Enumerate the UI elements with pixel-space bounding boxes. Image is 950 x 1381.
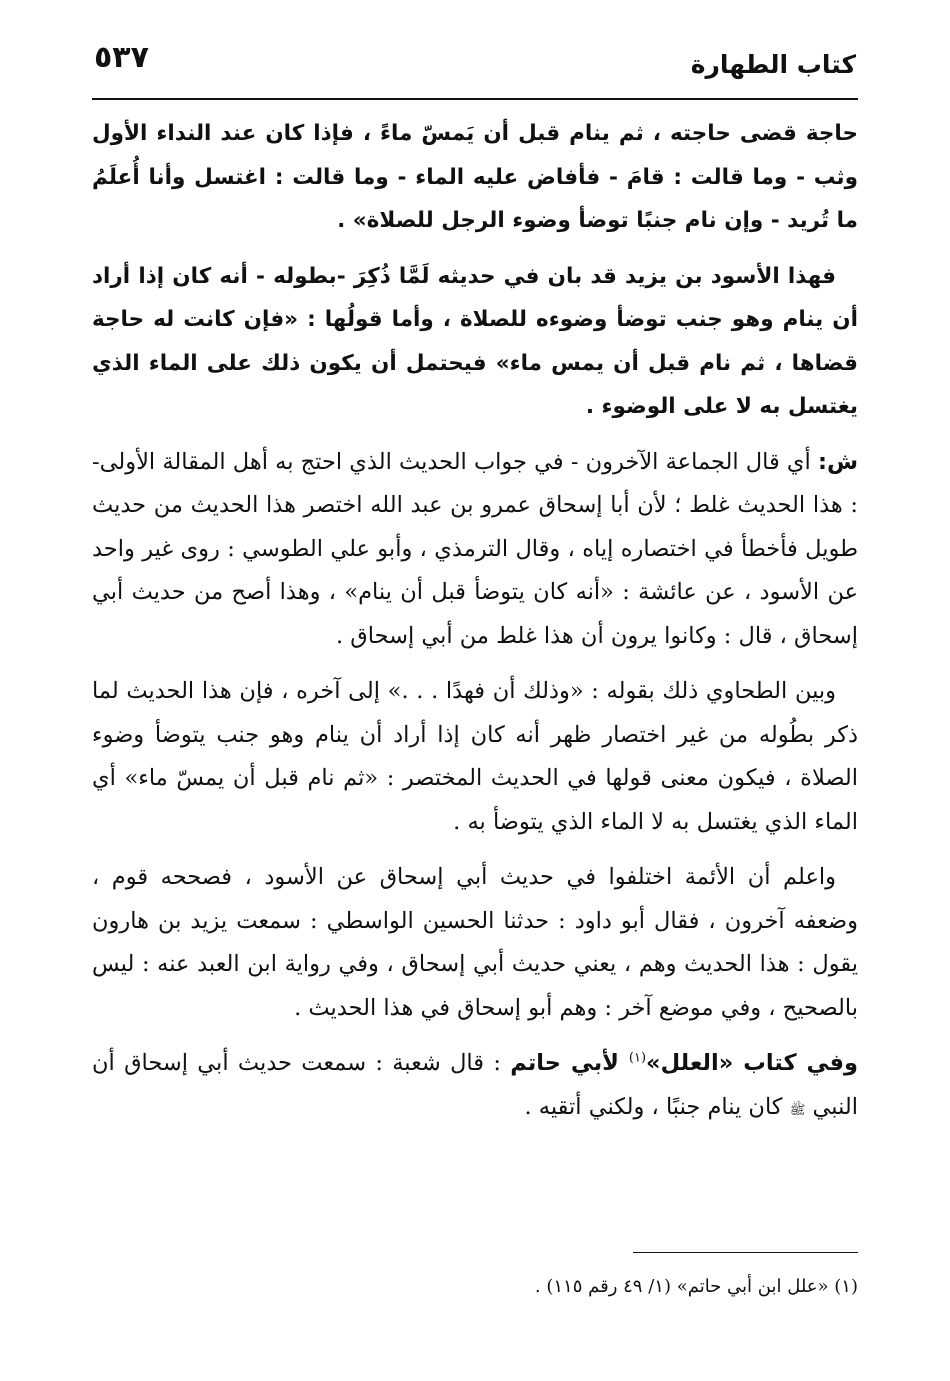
- commentary-lead: ش:: [817, 448, 858, 475]
- page-body: [92, 112, 858, 1144]
- honorific-glyph: ﷺ: [789, 1102, 806, 1118]
- commentary-text: وبين الطحاوي ذلك بقوله : «وذلك أن فهدًا . . .» إلى آخره ، فإن هذا الحديث لما ذكر بطُوله من غير اختصار ظهر أنه كان إذا أراد أن ينام وهو جنب يتوضأ وضوء الصلاة ، فيكون معنى قولها في الحديث المختصر : «ثم نام قبل أن يمسّ ماء» أي الماء الذي يغتسل به لا الماء الذي يتوضأ به .: [92, 678, 858, 835]
- footnote-marker: (١): [628, 1050, 647, 1066]
- hadith-explanation: [92, 255, 858, 429]
- hadith-explanation-text: فهذا الأسود بن يزيد قد بان في حديثه لَمَّا ذُكِرَ -بطوله - أنه كان إذا أراد أن ينام وهو جنب توضأ وضوءه للصلاة ، وأما قولُها : «فإن كانت له حاجة قضاها ، ثم نام قبل أن يمس ماء» فيحتمل أن يكون ذلك على الماء الذي يغتسل به لا على الوضوء .: [92, 263, 858, 419]
- hadith-text-end: حاجة قضى حاجته ، ثم ينام قبل أن يَمسّ ماءً ، فإذا كان عند النداء الأول وثب - وما قالت : قامَ - فأفاض عليه الماء - وما قالت : اغتسل وأنا أُعلَمُ ما تُريد - وإن نام جنبًا توضأ وضوء الرجل للصلاة» .: [92, 121, 858, 233]
- footnote-separator: [633, 1252, 858, 1253]
- commentary-paragraph: [92, 670, 858, 844]
- commentary-text: واعلم أن الأئمة اختلفوا في حديث أبي إسحاق عن الأسود ، فصححه قوم ، وضعفه آخرون ، فقال أبو داود : حدثنا الحسين الواسطي : سمعت يزيد بن هارون يقول : هذا الحديث وهم ، يعني حديث أبي إسحاق ، وفي رواية ابن العبد عنه : ليس بالصحيح ، وفي موضع آخر : وهم أبو إسحاق في هذا الحديث .: [92, 864, 858, 1021]
- commentary-text-end: كان ينام جنبًا ، ولكني أتقيه .: [524, 1093, 790, 1120]
- commentary-text: : قال شعبة : سمعت حديث أبي إسحاق أن النبي: [92, 1050, 858, 1120]
- footnote: (١) «علل ابن أبي حاتم» (١/ ٤٩ رقم ١١٥) .: [534, 1276, 858, 1297]
- page-header: [92, 38, 858, 100]
- commentary-paragraph: [92, 1042, 858, 1132]
- book-citation: وفي كتاب «العلل»: [646, 1050, 858, 1076]
- book-author: لأبي حاتم: [510, 1050, 629, 1076]
- running-head: كتاب الطهارة: [690, 50, 856, 79]
- commentary-paragraph: [92, 441, 858, 659]
- commentary-text: أي قال الجماعة الآخرون - في جواب الحديث الذي احتج به أهل المقالة الأولى- : هذا الحديث غلط ؛ لأن أبا إسحاق عمرو بن عبد الله اختصر هذا الحديث من حديث طويل فأخطأ في اختصاره إياه ، وقال الترمذي ، وأبو علي الطوسي : روى غير واحد عن الأسود ، عن عائشة : «أنه كان يتوضأ قبل أن ينام» ، وهذا أصح من حديث أبي إسحاق ، قال : وكانوا يرون أن هذا غلط من أبي إسحاق .: [92, 448, 858, 649]
- commentary-paragraph: [92, 856, 858, 1030]
- page-number: ٥٣٧: [94, 40, 149, 75]
